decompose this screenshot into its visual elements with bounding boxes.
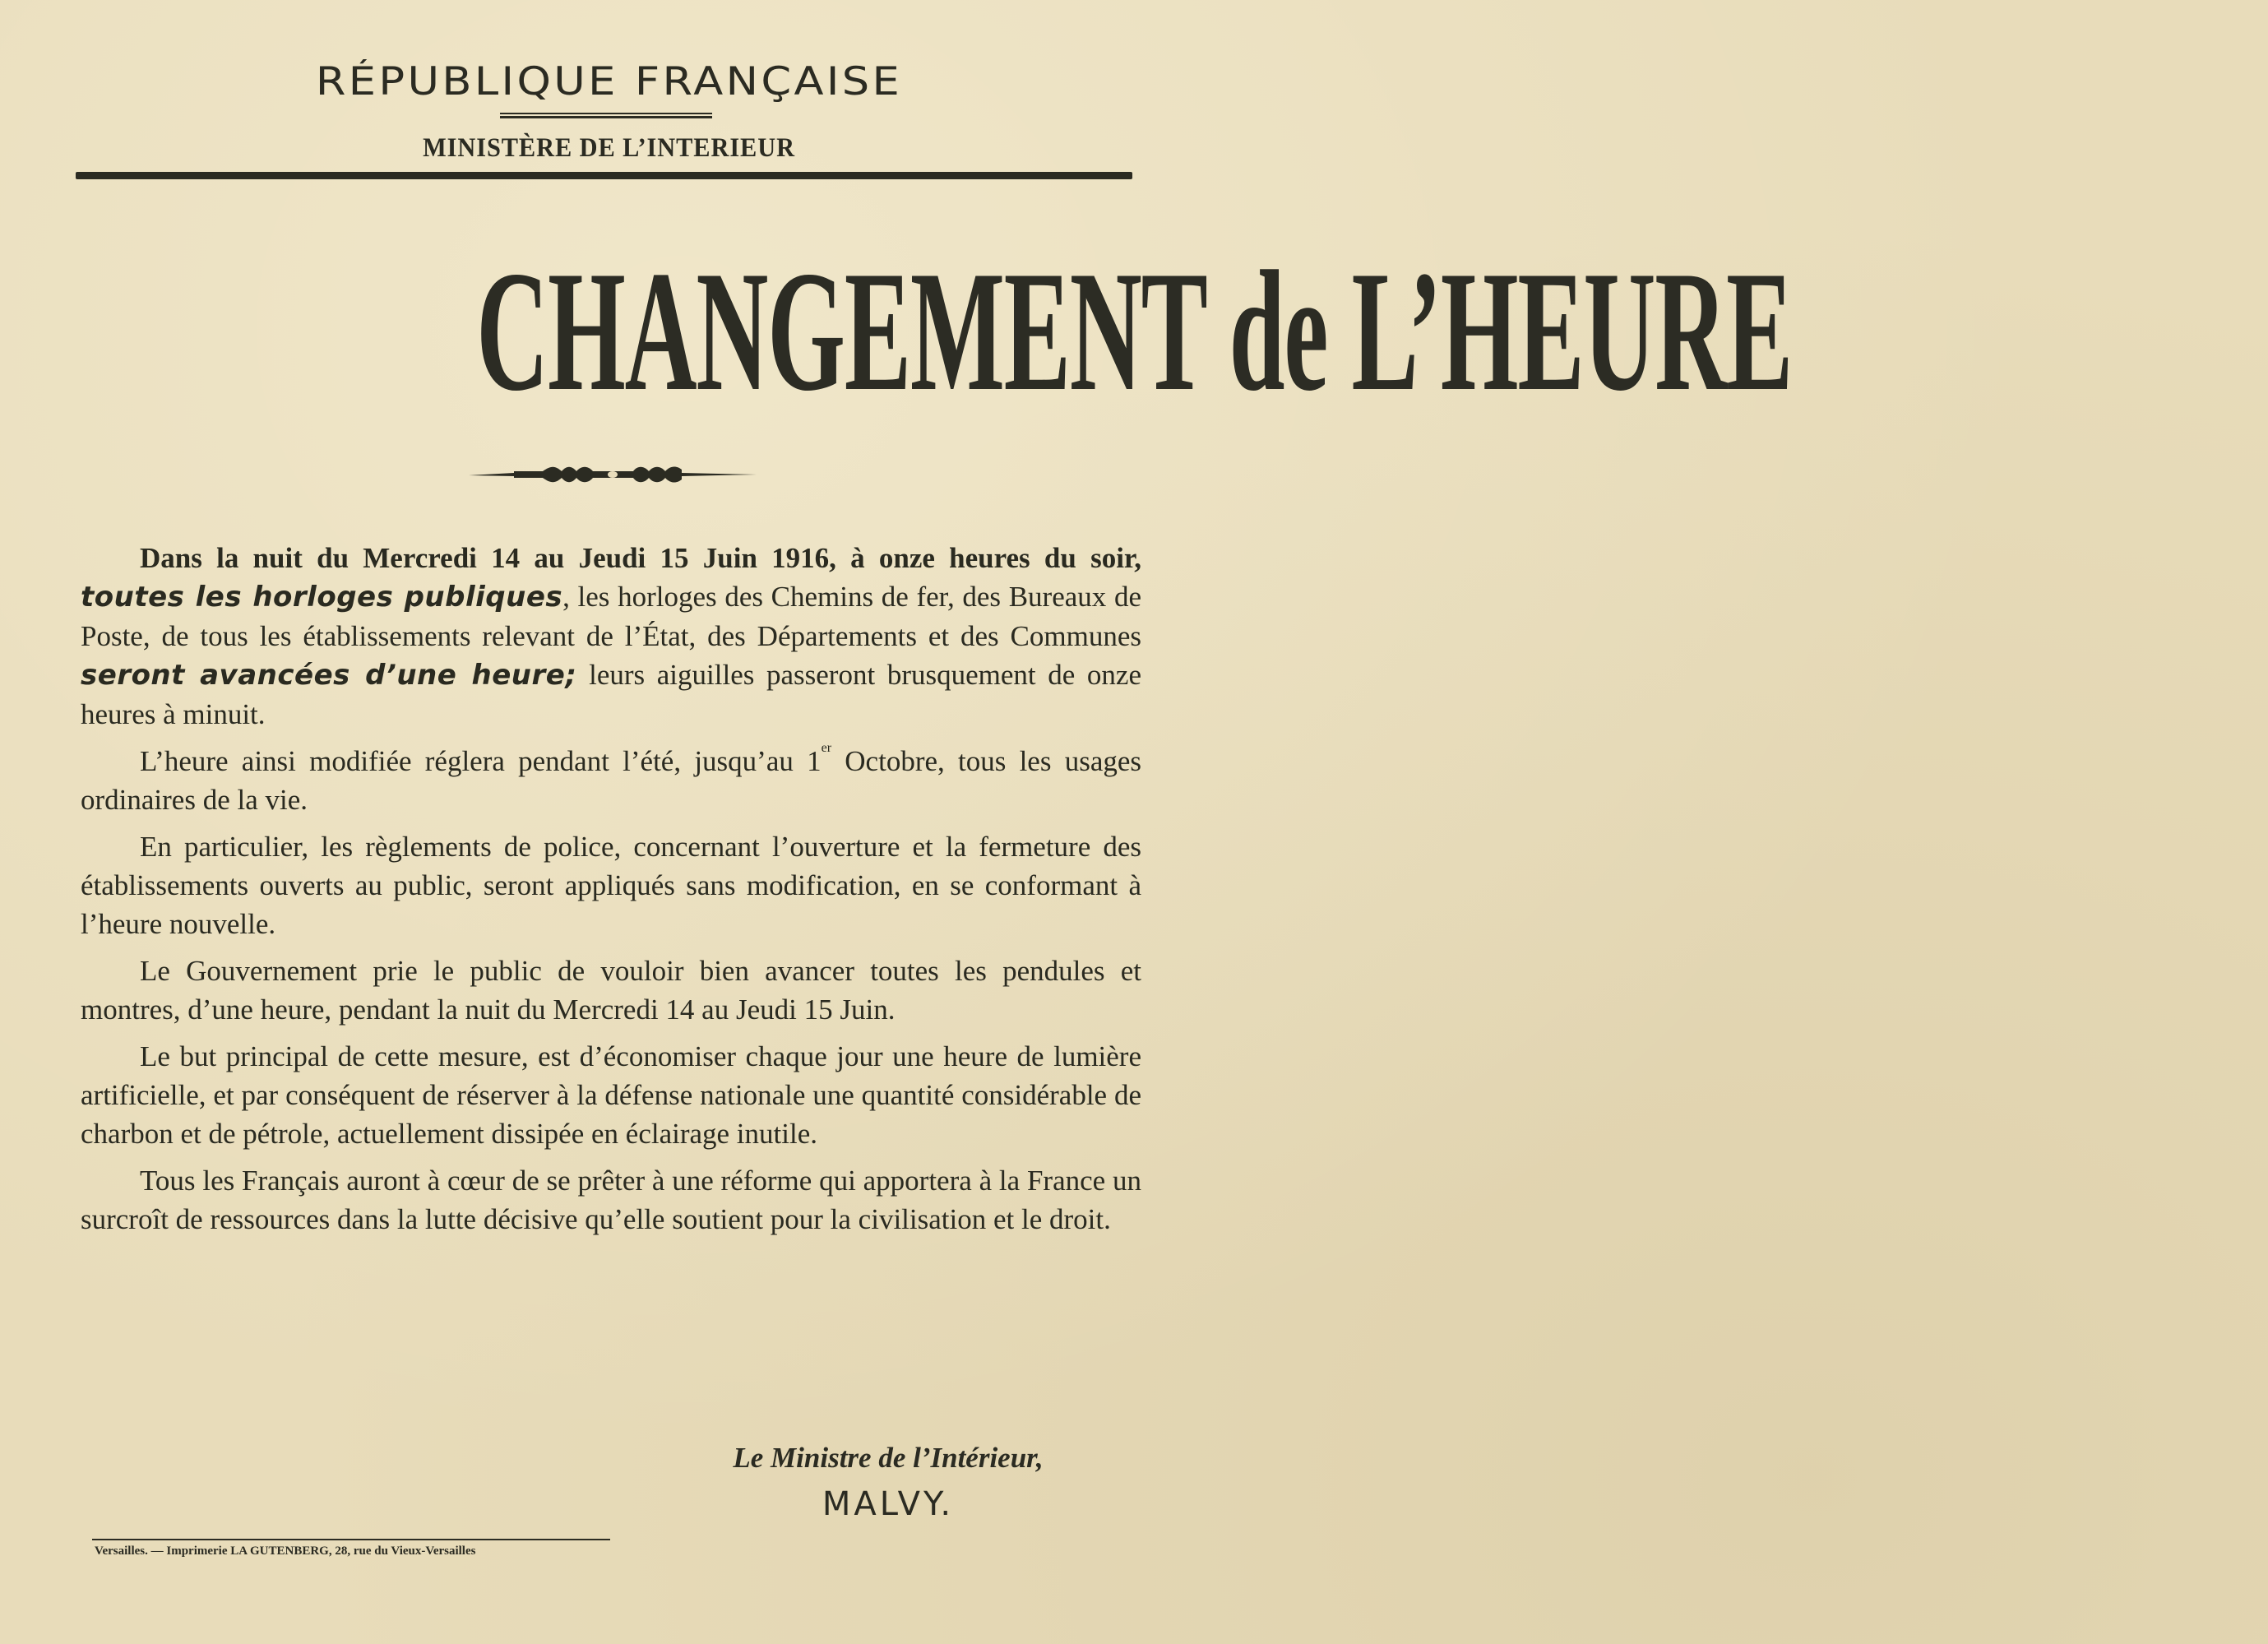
double-rule-divider: [500, 113, 712, 118]
superscript-text: er: [821, 741, 832, 755]
signature-name: MALVY.: [822, 1485, 955, 1523]
signature-title: Le Ministre de l’Intérieur,: [733, 1442, 1044, 1474]
paragraph-text: Tous les Français auront à cœur de se prêter à une réforme qui apportera à la France un surcroît de ressources dans la lutte décisive qu’elle soutient pour la civilisation et le droit.: [81, 1165, 1141, 1235]
notice-paragraph: [81, 827, 1141, 943]
paragraph-text: leurs aiguilles passeront brusquement de onze heures à minuit.: [81, 659, 1141, 730]
notice-paragraph: [81, 1161, 1141, 1239]
paragraph-text: Le Gouvernement prie le public de vouloir bien avancer toutes les pendules et montres, d’une heure, pendant la nuit du Mercredi 14 au Jeudi 15 Juin.: [81, 955, 1141, 1026]
notice-paragraph: [81, 742, 1141, 819]
paragraph-text: Le but principal de cette mesure, est d’économiser chaque jour une heure de lumière artificielle, et par conséquent de réserver à la défense nationale une quantité considérable de charbon et de pétrole, actuellement dissipée en éclairage inutile.: [81, 1040, 1141, 1150]
printer-rule-divider: [92, 1539, 610, 1540]
republic-heading: RÉPUBLIQUE FRANÇAISE: [315, 59, 903, 104]
emphasis-text: toutes les horloges publiques: [81, 581, 563, 614]
paragraph-text: Octobre, tous les usages ordinaires de la vie.: [81, 745, 1142, 816]
ministry-heading: MINISTÈRE DE L’INTERIEUR: [423, 133, 795, 163]
paragraph-text: , les horloges des Chemins de fer, des Bureaux de Poste, de tous les établissements relevant de l’État, des Départements et des Communes: [81, 581, 1141, 652]
printer-imprint: Versailles. — Imprimerie LA GUTENBERG, 28, rue du Vieux-Versailles: [95, 1544, 476, 1558]
emphasis-text: seront avancées d’une heure;: [81, 659, 577, 692]
headline-text: CHANGEMENT de L’HEURE: [476, 236, 1793, 427]
paragraph-text: Dans la nuit du Mercredi 14 au Jeudi 15 Juin 1916, à onze heures du soir,: [140, 542, 1141, 574]
notice-paragraph: [81, 539, 1141, 734]
heavy-rule-divider: [76, 172, 1132, 179]
paragraph-text: L’heure ainsi modifiée réglera pendant l’été, jusqu’au 1: [140, 745, 822, 777]
paragraph-text: En particulier, les règlements de police, concernant l’ouverture et la fermeture des établissements ouverts au public, seront appliqués sans modification, en se conformant à l’heure nouvelle.: [81, 831, 1141, 940]
poster-headline: [0, 236, 1793, 427]
notice-paragraph: [81, 952, 1141, 1029]
ornament-divider-icon: [465, 462, 761, 487]
notice-paragraph: [81, 1037, 1141, 1153]
notice-body: [81, 539, 1141, 1247]
